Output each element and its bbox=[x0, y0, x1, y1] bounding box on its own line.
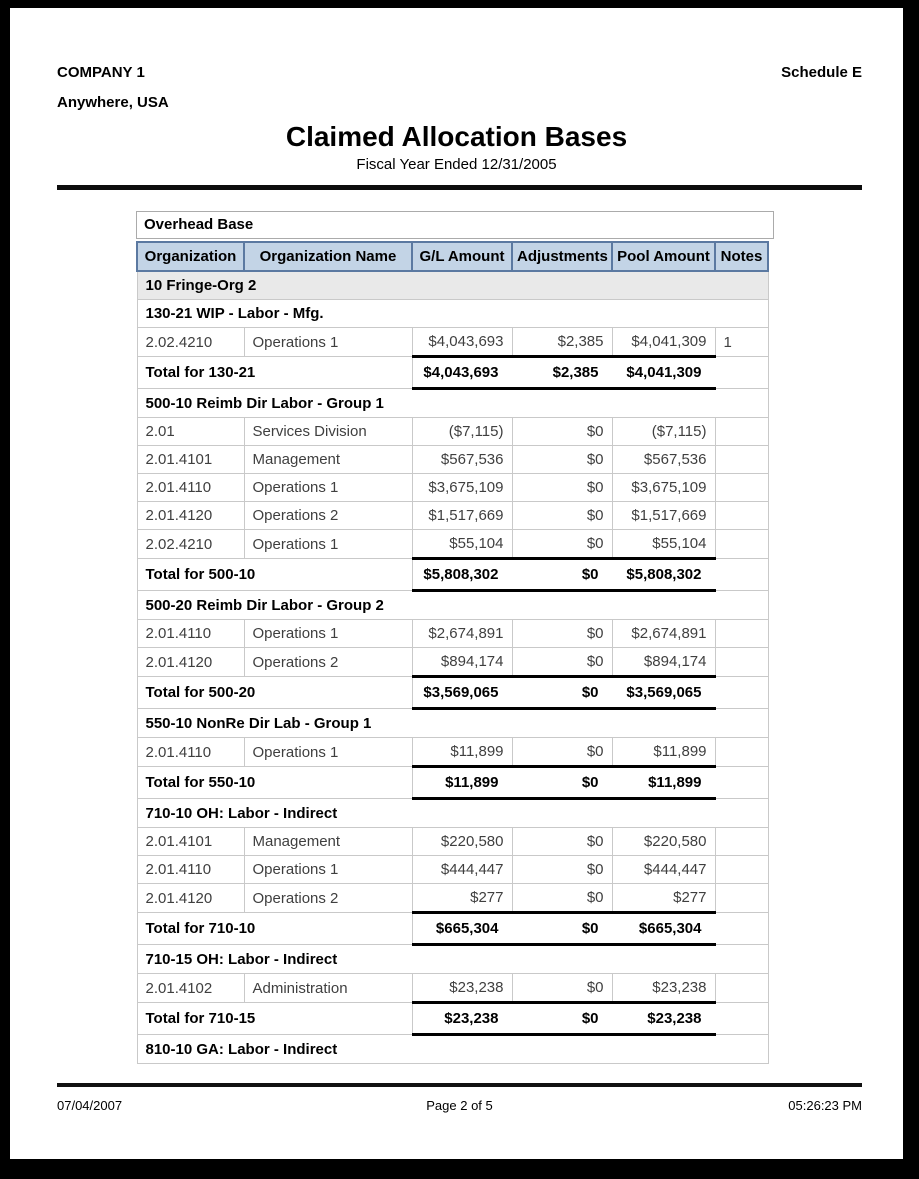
pool-amount-cell: $23,238 bbox=[612, 974, 715, 1003]
org-name-cell: Services Division bbox=[244, 418, 412, 446]
pool-amount-cell: $567,536 bbox=[612, 446, 715, 474]
org-name-cell: Operations 1 bbox=[244, 474, 412, 502]
table-row bbox=[137, 974, 768, 1003]
adjustments-cell: $0 bbox=[512, 620, 612, 648]
table-row bbox=[137, 620, 768, 648]
table-row bbox=[137, 502, 768, 530]
notes-cell bbox=[715, 530, 768, 559]
table-row bbox=[137, 738, 768, 767]
org-cell: 2.01.4120 bbox=[137, 502, 244, 530]
adjustments-cell: $0 bbox=[512, 974, 612, 1003]
column-header-organization: Organization bbox=[137, 242, 244, 271]
total-label-cell: Total for 500-10 bbox=[137, 559, 412, 591]
notes-cell bbox=[715, 738, 768, 767]
section-row bbox=[137, 1035, 768, 1064]
notes-cell bbox=[715, 418, 768, 446]
footer-page-number: Page 2 of 5 bbox=[426, 1098, 493, 1113]
total-pool-amount-cell: $23,238 bbox=[612, 1003, 715, 1035]
section-label-cell: 500-10 Reimb Dir Labor - Group 1 bbox=[137, 389, 768, 418]
total-notes-cell bbox=[715, 913, 768, 945]
org-name-cell: Operations 2 bbox=[244, 648, 412, 677]
adjustments-cell: $2,385 bbox=[512, 328, 612, 357]
org-cell: 2.02.4210 bbox=[137, 328, 244, 357]
org-name-cell: Operations 2 bbox=[244, 502, 412, 530]
org-name-cell: Operations 1 bbox=[244, 530, 412, 559]
total-pool-amount-cell: $665,304 bbox=[612, 913, 715, 945]
section-row bbox=[137, 591, 768, 620]
pool-amount-cell: $220,580 bbox=[612, 828, 715, 856]
total-label-cell: Total for 500-20 bbox=[137, 677, 412, 709]
pool-amount-cell: $444,447 bbox=[612, 856, 715, 884]
total-adjustments-cell: $0 bbox=[512, 767, 612, 799]
notes-cell bbox=[715, 856, 768, 884]
total-label-cell: Total for 710-15 bbox=[137, 1003, 412, 1035]
org-cell: 2.01.4110 bbox=[137, 620, 244, 648]
org-cell: 2.01.4120 bbox=[137, 648, 244, 677]
adjustments-cell: $0 bbox=[512, 474, 612, 502]
gl-amount-cell: $55,104 bbox=[412, 530, 512, 559]
adjustments-cell: $0 bbox=[512, 648, 612, 677]
table-row bbox=[137, 530, 768, 559]
total-adjustments-cell: $0 bbox=[512, 1003, 612, 1035]
notes-cell bbox=[715, 648, 768, 677]
pool-amount-cell: $11,899 bbox=[612, 738, 715, 767]
total-adjustments-cell: $0 bbox=[512, 677, 612, 709]
org-cell: 2.01 bbox=[137, 418, 244, 446]
company-location: Anywhere, USA bbox=[57, 94, 169, 111]
page-header bbox=[57, 64, 862, 81]
notes-cell: 1 bbox=[715, 328, 768, 357]
org-name-cell: Management bbox=[244, 446, 412, 474]
total-gl-amount-cell: $3,569,065 bbox=[412, 677, 512, 709]
table-row bbox=[137, 856, 768, 884]
total-row bbox=[137, 357, 768, 389]
pool-amount-cell: ($7,115) bbox=[612, 418, 715, 446]
pool-amount-cell: $2,674,891 bbox=[612, 620, 715, 648]
pool-amount-cell: $894,174 bbox=[612, 648, 715, 677]
org-name-cell: Administration bbox=[244, 974, 412, 1003]
total-label-cell: Total for 130-21 bbox=[137, 357, 412, 389]
table-row bbox=[137, 828, 768, 856]
total-notes-cell bbox=[715, 677, 768, 709]
total-notes-cell bbox=[715, 767, 768, 799]
pool-amount-cell: $1,517,669 bbox=[612, 502, 715, 530]
column-header-g-l-amount: G/L Amount bbox=[412, 242, 512, 271]
section-row bbox=[137, 709, 768, 738]
org-name-cell: Operations 1 bbox=[244, 328, 412, 357]
gl-amount-cell: $1,517,669 bbox=[412, 502, 512, 530]
total-gl-amount-cell: $23,238 bbox=[412, 1003, 512, 1035]
section-label-cell: 710-10 OH: Labor - Indirect bbox=[137, 799, 768, 828]
gl-amount-cell: $567,536 bbox=[412, 446, 512, 474]
column-header-organization-name: Organization Name bbox=[244, 242, 412, 271]
notes-cell bbox=[715, 620, 768, 648]
total-adjustments-cell: $0 bbox=[512, 913, 612, 945]
adjustments-cell: $0 bbox=[512, 530, 612, 559]
total-gl-amount-cell: $11,899 bbox=[412, 767, 512, 799]
total-gl-amount-cell: $4,043,693 bbox=[412, 357, 512, 389]
org-cell: 2.01.4110 bbox=[137, 856, 244, 884]
gl-amount-cell: $444,447 bbox=[412, 856, 512, 884]
footer-time: 05:26:23 PM bbox=[788, 1098, 862, 1113]
pool-amount-cell: $3,675,109 bbox=[612, 474, 715, 502]
report-title: Claimed Allocation Bases bbox=[285, 121, 628, 152]
org-cell: 2.01.4101 bbox=[137, 446, 244, 474]
column-header-pool-amount: Pool Amount bbox=[612, 242, 715, 271]
table-row bbox=[137, 648, 768, 677]
gl-amount-cell: $11,899 bbox=[412, 738, 512, 767]
table-header-row bbox=[137, 242, 768, 271]
pool-amount-cell: $55,104 bbox=[612, 530, 715, 559]
notes-cell bbox=[715, 974, 768, 1003]
total-row bbox=[137, 767, 768, 799]
pool-amount-cell: $4,041,309 bbox=[612, 328, 715, 357]
section-row bbox=[137, 799, 768, 828]
org-cell: 2.01.4101 bbox=[137, 828, 244, 856]
section-label-cell: 710-15 OH: Labor - Indirect bbox=[137, 945, 768, 974]
adjustments-cell: $0 bbox=[512, 446, 612, 474]
report-subtitle: Fiscal Year Ended 12/31/2005 bbox=[356, 156, 557, 173]
total-notes-cell bbox=[715, 357, 768, 389]
gl-amount-cell: $277 bbox=[412, 884, 512, 913]
footer-rule bbox=[57, 1083, 862, 1087]
notes-cell bbox=[715, 446, 768, 474]
footer-date: 07/04/2007 bbox=[57, 1098, 123, 1113]
gl-amount-cell: $23,238 bbox=[412, 974, 512, 1003]
section-label-cell: 810-10 GA: Labor - Indirect bbox=[137, 1035, 768, 1064]
total-adjustments-cell: $0 bbox=[512, 559, 612, 591]
table-row bbox=[137, 884, 768, 913]
column-header-adjustments: Adjustments bbox=[512, 242, 612, 271]
notes-cell bbox=[715, 884, 768, 913]
total-row bbox=[137, 559, 768, 591]
total-pool-amount-cell: $5,808,302 bbox=[612, 559, 715, 591]
table-row bbox=[137, 446, 768, 474]
page-footer bbox=[57, 1083, 862, 1113]
table-row bbox=[137, 328, 768, 357]
column-header-notes: Notes bbox=[715, 242, 768, 271]
table-row bbox=[137, 418, 768, 446]
header-rule bbox=[57, 185, 862, 190]
total-gl-amount-cell: $665,304 bbox=[412, 913, 512, 945]
total-row bbox=[137, 913, 768, 945]
total-label-cell: Total for 710-10 bbox=[137, 913, 412, 945]
gl-amount-cell: $220,580 bbox=[412, 828, 512, 856]
notes-cell bbox=[715, 502, 768, 530]
section-label-cell: 550-10 NonRe Dir Lab - Group 1 bbox=[137, 709, 768, 738]
section-label-cell: 500-20 Reimb Dir Labor - Group 2 bbox=[137, 591, 768, 620]
adjustments-cell: $0 bbox=[512, 884, 612, 913]
table-caption: Overhead Base bbox=[136, 211, 774, 239]
section-row bbox=[137, 389, 768, 418]
adjustments-cell: $0 bbox=[512, 502, 612, 530]
total-pool-amount-cell: $4,041,309 bbox=[612, 357, 715, 389]
total-pool-amount-cell: $11,899 bbox=[612, 767, 715, 799]
section-label-cell: 130-21 WIP - Labor - Mfg. bbox=[137, 300, 768, 328]
total-notes-cell bbox=[715, 559, 768, 591]
total-gl-amount-cell: $5,808,302 bbox=[412, 559, 512, 591]
total-row bbox=[137, 1003, 768, 1035]
org-name-cell: Operations 1 bbox=[244, 738, 412, 767]
pool-amount-cell: $277 bbox=[612, 884, 715, 913]
adjustments-cell: $0 bbox=[512, 856, 612, 884]
org-cell: 2.01.4110 bbox=[137, 738, 244, 767]
total-adjustments-cell: $2,385 bbox=[512, 357, 612, 389]
gl-amount-cell: $2,674,891 bbox=[412, 620, 512, 648]
org-name-cell: Operations 1 bbox=[244, 856, 412, 884]
adjustments-cell: $0 bbox=[512, 828, 612, 856]
section-row bbox=[137, 300, 768, 328]
schedule-label: Schedule E bbox=[781, 64, 862, 81]
document-page bbox=[10, 8, 903, 1159]
total-pool-amount-cell: $3,569,065 bbox=[612, 677, 715, 709]
section-row bbox=[137, 945, 768, 974]
total-row bbox=[137, 677, 768, 709]
gl-amount-cell: ($7,115) bbox=[412, 418, 512, 446]
gl-amount-cell: $894,174 bbox=[412, 648, 512, 677]
table-row bbox=[137, 474, 768, 502]
org-name-cell: Operations 2 bbox=[244, 884, 412, 913]
table-area bbox=[136, 211, 774, 1064]
org-cell: 2.01.4110 bbox=[137, 474, 244, 502]
notes-cell bbox=[715, 828, 768, 856]
org-name-cell: Management bbox=[244, 828, 412, 856]
allocation-table bbox=[136, 241, 769, 1064]
notes-cell bbox=[715, 474, 768, 502]
adjustments-cell: $0 bbox=[512, 738, 612, 767]
total-label-cell: Total for 550-10 bbox=[137, 767, 412, 799]
group-label-cell: 10 Fringe-Org 2 bbox=[137, 271, 768, 300]
gl-amount-cell: $4,043,693 bbox=[412, 328, 512, 357]
adjustments-cell: $0 bbox=[512, 418, 612, 446]
org-cell: 2.01.4120 bbox=[137, 884, 244, 913]
total-notes-cell bbox=[715, 1003, 768, 1035]
company-name: COMPANY 1 bbox=[57, 64, 145, 81]
group-row bbox=[137, 271, 768, 300]
gl-amount-cell: $3,675,109 bbox=[412, 474, 512, 502]
org-cell: 2.02.4210 bbox=[137, 530, 244, 559]
org-cell: 2.01.4102 bbox=[137, 974, 244, 1003]
org-name-cell: Operations 1 bbox=[244, 620, 412, 648]
